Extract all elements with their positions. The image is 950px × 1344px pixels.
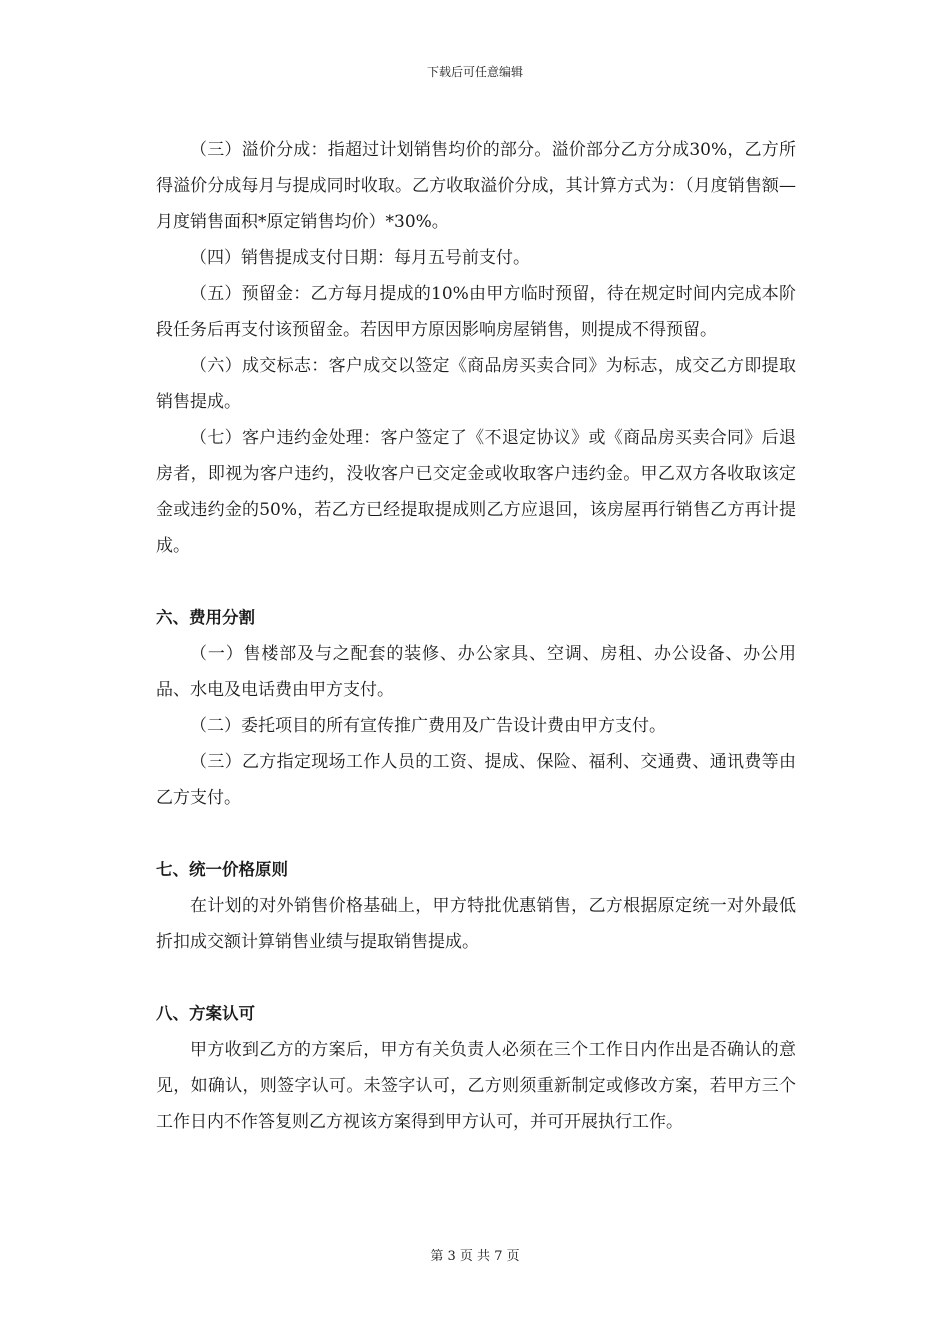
paragraph-payment-date: （四）销售提成支付日期：每月五号前支付。 (190, 248, 530, 268)
page-number: 第 3 页 共 7 页 (430, 1249, 520, 1264)
paragraph-premium-share: （三）溢价分成：指超过计划销售均价的部分。溢价部分乙方分成30%，乙方所得溢价分成每月与提成同时收取。乙方收取溢价分成，其计算方式为：（月度销售额—月度销售面积*原定销售均价）*30%。 (156, 140, 796, 232)
section-plan-approval (156, 996, 796, 1140)
section-heading: 八、方案认可 (156, 1004, 255, 1023)
page-header: 下载后可任意编辑 (426, 65, 523, 79)
paragraph: 甲方收到乙方的方案后，甲方有关负责人必须在三个工作日内作出是否确认的意见，如确认，则签字认可。未签字认可，乙方则须重新制定或修改方案，若甲方三个工作日内不作答复则乙方视该方案得到甲方认可，并可开展执行工作。 (156, 1040, 796, 1132)
section-unified-price (156, 852, 796, 960)
paragraph-default-penalty: （七）客户违约金处理：客户签定了《不退定协议》或《商品房买卖合同》后退房者，即视为客户违约，没收客户已交定金或收取客户违约金。甲乙双方各收取该定金或违约金的50%，若乙方已经提取提成则乙方应退回，该房屋再行销售乙方再计提成。 (156, 428, 796, 556)
paragraph: 在计划的对外销售价格基础上，甲方特批优惠销售，乙方根据原定统一对外最低折扣成交额计算销售业绩与提取销售提成。 (156, 896, 796, 952)
section-cost-split (156, 600, 796, 816)
section-heading: 六、费用分割 (156, 608, 255, 627)
document-body (156, 132, 796, 1140)
paragraph-deal-mark: （六）成交标志：客户成交以签定《商品房买卖合同》为标志，成交乙方即提取销售提成。 (156, 356, 796, 412)
section-heading: 七、统一价格原则 (156, 860, 288, 879)
paragraph: （一）售楼部及与之配套的装修、办公家具、空调、房租、办公设备、办公用品、水电及电话费由甲方支付。 (156, 644, 796, 700)
paragraph-reserve-fund: （五）预留金：乙方每月提成的10%由甲方临时预留，待在规定时间内完成本阶段任务后再支付该预留金。若因甲方原因影响房屋销售，则提成不得预留。 (156, 284, 796, 340)
paragraph: （二）委托项目的所有宣传推广费用及广告设计费由甲方支付。 (190, 716, 666, 736)
paragraph: （三）乙方指定现场工作人员的工资、提成、保险、福利、交通费、通讯费等由乙方支付。 (156, 752, 796, 808)
